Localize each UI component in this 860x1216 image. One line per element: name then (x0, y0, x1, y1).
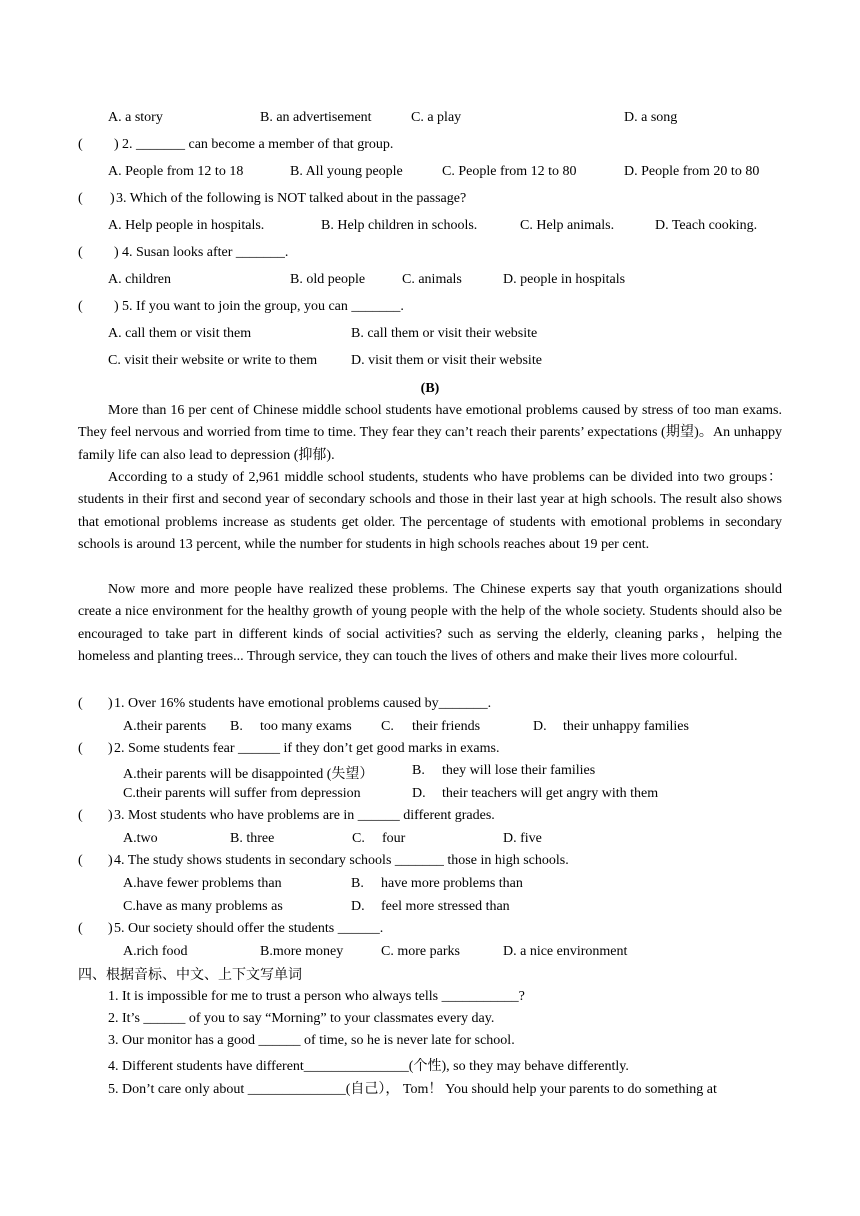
option-a: A. call them or visit them (108, 326, 252, 341)
option-a: A.their parents will be disappointed (失望） (123, 767, 374, 782)
option-b: B. three (230, 831, 275, 846)
option-d: D. People from 20 to 80 (624, 164, 760, 179)
option-a: A.have fewer problems than (123, 876, 282, 891)
question-stem: 3. Which of the following is NOT talked about in the passage? (116, 191, 467, 206)
answer-paren-open: ( (78, 245, 83, 260)
option-d: D. people in hospitals (503, 272, 626, 287)
answer-paren-open: ( (78, 299, 83, 314)
question-stem: 3. Most students who have problems are in ______ different grades. (114, 808, 495, 823)
option-b-letter: B. (351, 876, 364, 891)
passage-paragraph-1: More than 16 per cent of Chinese middle school students have emotional problems caused by stress of too man exams. They feel nervous and worried from time to time. They fear they can’t reach their parents’ expectations (期望)。An unhappy family life can also lead to depression (抑郁). (78, 403, 782, 463)
fill-in-item-1: 1. It is impossible for me to trust a person who always tells ___________? (108, 989, 525, 1004)
question-stem: 4. Susan looks after _______. (122, 245, 289, 260)
option-c: C. Help animals. (520, 218, 615, 233)
option-b: B.more money (260, 944, 344, 959)
option-d: their unhappy families (563, 719, 689, 734)
section-b-title: (B) (420, 381, 440, 396)
answer-paren-open: ( (78, 741, 83, 756)
fill-in-item-2: 2. It’s ______ of you to say “Morning” to your classmates every day. (108, 1011, 495, 1026)
option-d: D. five (503, 831, 542, 846)
answer-paren-open: ( (78, 191, 83, 206)
option-d-letter: D. (533, 719, 547, 734)
option-b: have more problems than (381, 876, 523, 891)
option-c: C. People from 12 to 80 (442, 164, 577, 179)
question-stem: 5. If you want to join the group, you can _______. (122, 299, 404, 314)
option-b-letter: B. (412, 763, 425, 778)
option-c: C. visit their website or write to them (108, 353, 318, 368)
answer-paren-open: ( (78, 921, 83, 936)
fill-in-item-5: 5. Don’t care only about ______________(自己）， Tom！ You should help your parents to do something at (108, 1082, 717, 1097)
option-c: their friends (412, 719, 481, 734)
fill-in-item-3: 3. Our monitor has a good ______ of time, so he is never late for school. (108, 1033, 515, 1048)
answer-paren-close: ) (114, 245, 119, 260)
option-d: D. Teach cooking. (655, 218, 758, 233)
passage-paragraph-2: According to a study of 2,961 middle school students, students who have problems can be divided into two groups：students in their first and second year of secondary schools and those in their last year at high schools. The result also shows that emotional problems increase as students get older. The percentage of students with emotional problems in secondary schools is around 13 percent, while the number for students in high schools reaches about 19 per cent. (78, 470, 782, 553)
option-d-letter: D. (412, 786, 426, 801)
fill-in-item-4: 4. Different students have different_______________(个性), so they may behave differently. (108, 1059, 629, 1074)
answer-paren-open: ( (78, 137, 83, 152)
option-b: B. old people (290, 272, 366, 287)
option-c: C. a play (411, 110, 462, 125)
option-c-letter: C. (352, 831, 365, 846)
question-stem: 5. Our society should offer the students ______. (114, 921, 384, 936)
option-b: B. an advertisement (260, 110, 372, 125)
option-c: C. more parks (381, 944, 460, 959)
question-stem: 4. The study shows students in secondary schools _______ those in high schools. (114, 853, 569, 868)
option-a: A.rich food (123, 944, 188, 959)
answer-paren-open: ( (78, 696, 83, 711)
answer-paren-close: ) (114, 299, 119, 314)
question-stem: 2. _______ can become a member of that group. (122, 137, 394, 152)
answer-paren-close: ) (108, 921, 113, 936)
answer-paren-close: ) (114, 137, 119, 152)
option-b: B. call them or visit their website (351, 326, 538, 341)
option-a: A. a story (108, 110, 163, 125)
answer-paren-open: ( (78, 808, 83, 823)
option-a: A.their parents (123, 719, 207, 734)
option-d: feel more stressed than (381, 899, 510, 914)
option-d: D. a nice environment (503, 944, 628, 959)
option-d-letter: D. (351, 899, 365, 914)
answer-paren-close: ) (110, 191, 115, 206)
option-a: A. People from 12 to 18 (108, 164, 244, 179)
option-d: their teachers will get angry with them (442, 786, 659, 801)
answer-paren-close: ) (108, 741, 113, 756)
option-a: A. children (108, 272, 171, 287)
question-stem: 2. Some students fear ______ if they don’t get good marks in exams. (114, 741, 500, 756)
option-a: A.two (123, 831, 158, 846)
question-stem: 1. Over 16% students have emotional problems caused by_______. (114, 696, 492, 711)
option-d: D. visit them or visit their website (351, 353, 542, 368)
answer-paren-close: ) (108, 696, 113, 711)
answer-paren-open: ( (78, 853, 83, 868)
option-c-letter: C. (381, 719, 394, 734)
option-b-letter: B. (230, 719, 243, 734)
option-a: A. Help people in hospitals. (108, 218, 265, 233)
option-c: C.their parents will suffer from depression (123, 786, 361, 801)
option-b: too many exams (260, 719, 352, 734)
answer-paren-close: ) (108, 808, 113, 823)
option-c: four (382, 831, 406, 846)
option-d: D. a song (624, 110, 678, 125)
option-c: C.have as many problems as (123, 899, 283, 914)
passage-paragraph-3: Now more and more people have realized these problems. The Chinese experts say that youth organizations should create a nice environment for the healthy growth of young people with the help of the whole society. Students should also be encouraged to take part in different kinds of social activities? such as serving the elderly, cleaning parks，helping the homeless and planting trees... Through service, they can touch the lives of others and make their lives more colourful. (78, 582, 782, 665)
option-c: C. animals (402, 272, 462, 287)
option-b: they will lose their families (442, 763, 596, 778)
answer-paren-close: ) (108, 853, 113, 868)
section-4-heading: 四、根据音标、中文、上下文写单词 (78, 968, 302, 983)
option-b: B. Help children in schools. (321, 218, 478, 233)
option-b: B. All young people (290, 164, 403, 179)
